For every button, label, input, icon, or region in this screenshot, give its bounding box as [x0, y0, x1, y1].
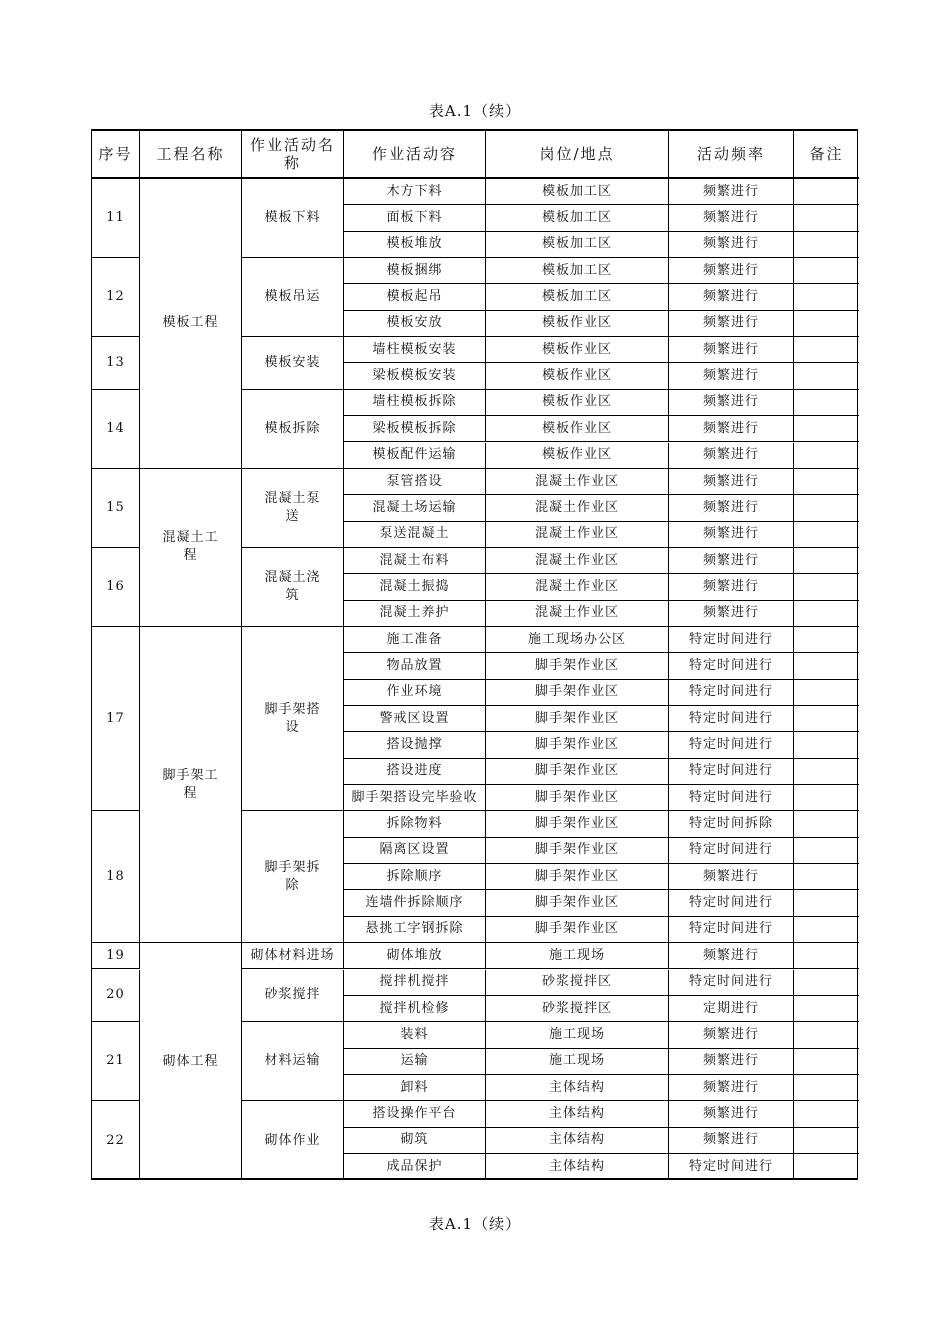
frequency-cell: 频繁进行 — [669, 311, 794, 337]
activity-content-cell: 隔离区设置 — [344, 838, 486, 864]
note-cell — [794, 838, 859, 864]
note-cell — [794, 1154, 859, 1180]
activity-content-cell: 搭设抛撑 — [344, 732, 486, 758]
note-cell — [794, 522, 859, 548]
activity-content-cell: 作业环境 — [344, 680, 486, 706]
location-cell: 脚手架作业区 — [486, 759, 669, 785]
seq-cell: 14 — [92, 390, 140, 469]
frequency-cell: 频繁进行 — [669, 601, 794, 627]
frequency-cell: 频繁进行 — [669, 363, 794, 389]
note-cell — [794, 443, 859, 469]
note-cell — [794, 970, 859, 996]
note-cell — [794, 864, 859, 890]
frequency-cell: 特定时间进行 — [669, 1154, 794, 1180]
note-cell — [794, 680, 859, 706]
project-name-cell: 混凝土工 程 — [140, 469, 242, 627]
activity-content-cell: 施工准备 — [344, 627, 486, 653]
seq-cell: 11 — [92, 179, 140, 258]
location-cell: 施工现场 — [486, 943, 669, 969]
activity-content-cell: 脚手架搭设完毕验收 — [344, 785, 486, 811]
location-cell: 脚手架作业区 — [486, 653, 669, 679]
note-cell — [794, 732, 859, 758]
activity-table — [91, 129, 858, 1180]
activity-content-cell: 警戒区设置 — [344, 706, 486, 732]
location-cell: 砂浆搅拌区 — [486, 996, 669, 1022]
activity-content-cell: 模板配件运输 — [344, 443, 486, 469]
note-cell — [794, 284, 859, 310]
frequency-cell: 频繁进行 — [669, 179, 794, 205]
project-name-cell: 脚手架工 程 — [140, 627, 242, 943]
note-cell — [794, 1049, 859, 1075]
location-cell: 脚手架作业区 — [486, 864, 669, 890]
location-cell: 脚手架作业区 — [486, 785, 669, 811]
activity-name-cell: 砌体作业 — [242, 1101, 344, 1180]
note-cell — [794, 653, 859, 679]
note-cell — [794, 785, 859, 811]
location-cell: 脚手架作业区 — [486, 890, 669, 916]
location-cell: 模板加工区 — [486, 284, 669, 310]
frequency-cell: 频繁进行 — [669, 1128, 794, 1154]
note-cell — [794, 416, 859, 442]
location-cell: 混凝土作业区 — [486, 469, 669, 495]
activity-name-cell: 模板吊运 — [242, 258, 344, 337]
frequency-cell: 特定时间进行 — [669, 680, 794, 706]
frequency-cell: 频繁进行 — [669, 337, 794, 363]
location-cell: 混凝土作业区 — [486, 522, 669, 548]
header-seq: 序号 — [92, 131, 140, 179]
activity-content-cell: 墙柱模板拆除 — [344, 390, 486, 416]
activity-content-cell: 砌筑 — [344, 1128, 486, 1154]
note-cell — [794, 1101, 859, 1127]
activity-content-cell: 面板下料 — [344, 205, 486, 231]
note-cell — [794, 1022, 859, 1048]
activity-content-cell: 模板捆绑 — [344, 258, 486, 284]
note-cell — [794, 890, 859, 916]
note-cell — [794, 917, 859, 943]
seq-cell: 22 — [92, 1101, 140, 1180]
location-cell: 主体结构 — [486, 1128, 669, 1154]
frequency-cell: 频繁进行 — [669, 416, 794, 442]
location-cell: 模板加工区 — [486, 232, 669, 258]
location-cell: 脚手架作业区 — [486, 811, 669, 837]
frequency-cell: 频繁进行 — [669, 1101, 794, 1127]
activity-content-cell: 梁板模板拆除 — [344, 416, 486, 442]
note-cell — [794, 548, 859, 574]
activity-name-cell: 材料运输 — [242, 1022, 344, 1101]
frequency-cell: 特定时间进行 — [669, 785, 794, 811]
note-cell — [794, 1075, 859, 1101]
location-cell: 施工现场办公区 — [486, 627, 669, 653]
activity-content-cell: 泵管搭设 — [344, 469, 486, 495]
frequency-cell: 频繁进行 — [669, 1049, 794, 1075]
activity-name-cell: 模板安装 — [242, 337, 344, 390]
frequency-cell: 特定时间进行 — [669, 627, 794, 653]
header-location: 岗位/地点 — [486, 131, 669, 179]
note-cell — [794, 574, 859, 600]
note-cell — [794, 1128, 859, 1154]
location-cell: 模板作业区 — [486, 363, 669, 389]
activity-content-cell: 搭设操作平台 — [344, 1101, 486, 1127]
activity-name-cell: 砌体材料进场 — [242, 943, 344, 969]
note-cell — [794, 205, 859, 231]
header-freq: 活动频率 — [669, 131, 794, 179]
activity-content-cell: 模板堆放 — [344, 232, 486, 258]
activity-content-cell: 木方下料 — [344, 179, 486, 205]
location-cell: 模板作业区 — [486, 337, 669, 363]
frequency-cell: 频繁进行 — [669, 1075, 794, 1101]
activity-content-cell: 拆除物料 — [344, 811, 486, 837]
activity-content-cell: 模板起吊 — [344, 284, 486, 310]
seq-cell: 15 — [92, 469, 140, 548]
seq-cell: 16 — [92, 548, 140, 627]
frequency-cell: 频繁进行 — [669, 443, 794, 469]
location-cell: 混凝土作业区 — [486, 601, 669, 627]
activity-content-cell: 混凝土振捣 — [344, 574, 486, 600]
location-cell: 混凝土作业区 — [486, 574, 669, 600]
location-cell: 砂浆搅拌区 — [486, 970, 669, 996]
location-cell: 模板作业区 — [486, 390, 669, 416]
location-cell: 模板加工区 — [486, 179, 669, 205]
table-caption-bottom: 表A.1（续） — [428, 1215, 522, 1233]
location-cell: 施工现场 — [486, 1022, 669, 1048]
activity-content-cell: 装料 — [344, 1022, 486, 1048]
note-cell — [794, 943, 859, 969]
location-cell: 脚手架作业区 — [486, 680, 669, 706]
activity-name-cell: 混凝土浇 筑 — [242, 548, 344, 627]
seq-cell: 12 — [92, 258, 140, 337]
frequency-cell: 定期进行 — [669, 996, 794, 1022]
frequency-cell: 频繁进行 — [669, 205, 794, 231]
activity-content-cell: 连墙件拆除顺序 — [344, 890, 486, 916]
activity-content-cell: 泵送混凝土 — [344, 522, 486, 548]
frequency-cell: 频繁进行 — [669, 864, 794, 890]
note-cell — [794, 495, 859, 521]
note-cell — [794, 759, 859, 785]
frequency-cell: 特定时间进行 — [669, 838, 794, 864]
frequency-cell: 频繁进行 — [669, 258, 794, 284]
frequency-cell: 频繁进行 — [669, 469, 794, 495]
frequency-cell: 频繁进行 — [669, 548, 794, 574]
location-cell: 主体结构 — [486, 1154, 669, 1180]
header-note: 备注 — [794, 131, 859, 179]
seq-cell: 17 — [92, 627, 140, 811]
location-cell: 混凝土作业区 — [486, 548, 669, 574]
note-cell — [794, 996, 859, 1022]
activity-content-cell: 搅拌机检修 — [344, 996, 486, 1022]
frequency-cell: 频繁进行 — [669, 943, 794, 969]
activity-name-cell: 砂浆搅拌 — [242, 970, 344, 1023]
note-cell — [794, 390, 859, 416]
location-cell: 脚手架作业区 — [486, 838, 669, 864]
seq-cell: 21 — [92, 1022, 140, 1101]
frequency-cell: 频繁进行 — [669, 390, 794, 416]
frequency-cell: 频繁进行 — [669, 1022, 794, 1048]
note-cell — [794, 469, 859, 495]
location-cell: 模板作业区 — [486, 416, 669, 442]
frequency-cell: 特定时间进行 — [669, 706, 794, 732]
frequency-cell: 频繁进行 — [669, 232, 794, 258]
note-cell — [794, 627, 859, 653]
activity-content-cell: 卸料 — [344, 1075, 486, 1101]
frequency-cell: 特定时间进行 — [669, 759, 794, 785]
frequency-cell: 频繁进行 — [669, 574, 794, 600]
frequency-cell: 特定时间进行 — [669, 970, 794, 996]
table-caption-top: 表A.1（续） — [428, 102, 522, 120]
activity-content-cell: 运输 — [344, 1049, 486, 1075]
frequency-cell: 频繁进行 — [669, 522, 794, 548]
header-content: 作业活动容 — [344, 131, 486, 179]
activity-content-cell: 拆除顺序 — [344, 864, 486, 890]
activity-name-cell: 混凝土泵 送 — [242, 469, 344, 548]
activity-content-cell: 混凝土布料 — [344, 548, 486, 574]
location-cell: 混凝土作业区 — [486, 495, 669, 521]
note-cell — [794, 811, 859, 837]
frequency-cell: 频繁进行 — [669, 495, 794, 521]
seq-cell: 19 — [92, 943, 140, 969]
note-cell — [794, 311, 859, 337]
activity-content-cell: 混凝土场运输 — [344, 495, 486, 521]
note-cell — [794, 601, 859, 627]
seq-cell: 13 — [92, 337, 140, 390]
note-cell — [794, 337, 859, 363]
location-cell: 脚手架作业区 — [486, 917, 669, 943]
location-cell: 模板作业区 — [486, 311, 669, 337]
activity-name-cell: 脚手架搭 设 — [242, 627, 344, 811]
activity-name-cell: 脚手架拆 除 — [242, 811, 344, 943]
activity-content-cell: 搭设进度 — [344, 759, 486, 785]
activity-content-cell: 成品保护 — [344, 1154, 486, 1180]
note-cell — [794, 363, 859, 389]
activity-content-cell: 模板安放 — [344, 311, 486, 337]
activity-content-cell: 砌体堆放 — [344, 943, 486, 969]
frequency-cell: 特定时间进行 — [669, 653, 794, 679]
header-activity: 作业活动名称 — [242, 131, 344, 179]
note-cell — [794, 258, 859, 284]
location-cell: 模板加工区 — [486, 205, 669, 231]
frequency-cell: 特定时间进行 — [669, 732, 794, 758]
location-cell: 脚手架作业区 — [486, 706, 669, 732]
frequency-cell: 特定时间拆除 — [669, 811, 794, 837]
location-cell: 施工现场 — [486, 1049, 669, 1075]
activity-content-cell: 墙柱模板安装 — [344, 337, 486, 363]
location-cell: 脚手架作业区 — [486, 732, 669, 758]
activity-content-cell: 混凝土养护 — [344, 601, 486, 627]
activity-name-cell: 模板拆除 — [242, 390, 344, 469]
project-name-cell: 砌体工程 — [140, 943, 242, 1180]
activity-content-cell: 物品放置 — [344, 653, 486, 679]
seq-cell: 18 — [92, 811, 140, 943]
frequency-cell: 特定时间进行 — [669, 890, 794, 916]
activity-content-cell: 梁板模板安装 — [344, 363, 486, 389]
seq-cell: 20 — [92, 970, 140, 1023]
activity-content-cell: 搅拌机搅拌 — [344, 970, 486, 996]
location-cell: 模板作业区 — [486, 443, 669, 469]
note-cell — [794, 706, 859, 732]
note-cell — [794, 179, 859, 205]
location-cell: 主体结构 — [486, 1075, 669, 1101]
location-cell: 主体结构 — [486, 1101, 669, 1127]
header-project: 工程名称 — [140, 131, 242, 179]
location-cell: 模板加工区 — [486, 258, 669, 284]
frequency-cell: 频繁进行 — [669, 284, 794, 310]
activity-content-cell: 悬挑工字钢拆除 — [344, 917, 486, 943]
frequency-cell: 特定时间进行 — [669, 917, 794, 943]
project-name-cell: 模板工程 — [140, 179, 242, 469]
activity-name-cell: 模板下料 — [242, 179, 344, 258]
note-cell — [794, 232, 859, 258]
